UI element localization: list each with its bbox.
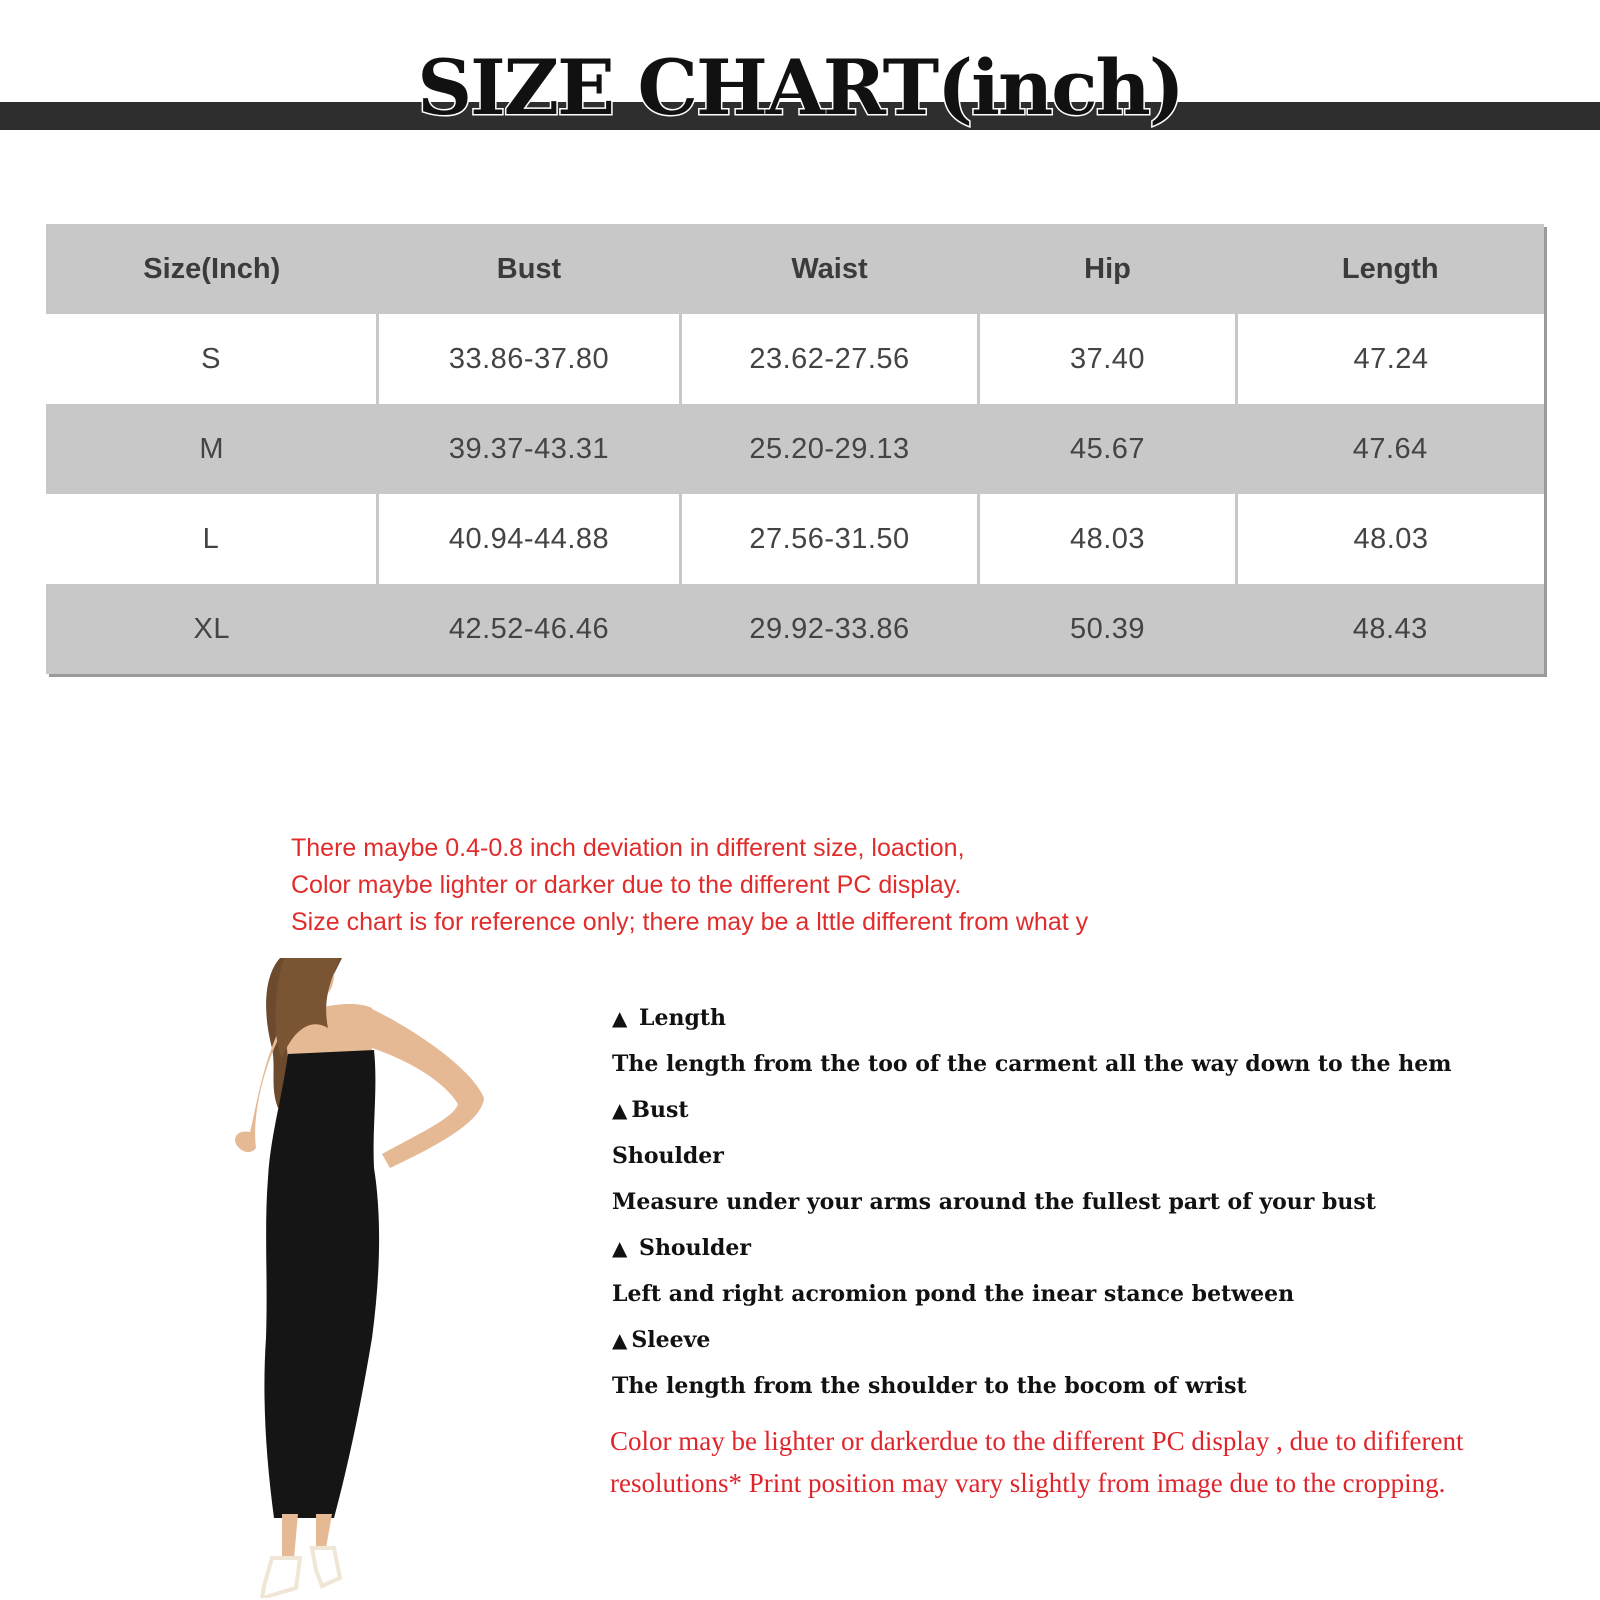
- cell-hip: 48.03: [979, 494, 1237, 584]
- deviation-note: [291, 830, 1151, 941]
- guide-desc-shoulder: Left and right acromion pond the inear stance between: [612, 1281, 1295, 1307]
- table-row: [46, 404, 1544, 494]
- guide-desc-sleeve: The length from the shoulder to the bocom of wrist: [612, 1373, 1247, 1399]
- cell-bust: 42.52-46.46: [448, 612, 610, 645]
- triangle-icon: ▲: [612, 1328, 628, 1352]
- cell-waist: 25.20-29.13: [749, 432, 910, 465]
- column-header-length: Length: [1341, 252, 1439, 285]
- note-line: Size chart is for reference only; there may be a lttle different from what y: [291, 908, 1089, 936]
- cell-waist: 23.62-27.56: [681, 314, 979, 404]
- size-table: [46, 224, 1544, 674]
- page-title: SIZE CHART(inch): [417, 43, 1183, 132]
- guide-heading-bust: ▲ Bust: [612, 1097, 689, 1123]
- cell-waist: 29.92-33.86: [749, 612, 910, 645]
- guide-heading-shoulder: ▲ Shoulder: [612, 1235, 751, 1261]
- arm-right: [370, 1008, 484, 1168]
- cell-size: S: [201, 342, 221, 375]
- dress: [264, 1050, 379, 1518]
- legs: [282, 1514, 332, 1558]
- cell-bust: 39.37-43.31: [448, 432, 610, 465]
- table-header-row: [46, 224, 1544, 314]
- column-header-size: Size(Inch): [143, 252, 281, 285]
- triangle-icon: ▲: [612, 1006, 628, 1030]
- triangle-icon: ▲: [612, 1098, 628, 1122]
- table-row: [46, 494, 1544, 584]
- cell-length: 47.24: [1237, 314, 1545, 404]
- measurement-guide: [612, 995, 1572, 1409]
- cell-hip: 37.40: [979, 314, 1237, 404]
- disclaimer-line: resolutions* Print position may vary slightly from image due to the cropping.: [610, 1468, 1446, 1498]
- guide-label-shoulder: Shoulder: [612, 1143, 724, 1169]
- disclaimer-line: Color may be lighter or darkerdue to the different PC display , due to dififerent: [610, 1426, 1464, 1456]
- cell-bust: 33.86-37.80: [378, 314, 681, 404]
- cell-size: L: [202, 522, 220, 555]
- note-line: Color maybe lighter or darker due to the different PC display.: [291, 871, 962, 899]
- column-header-bust: Bust: [496, 252, 562, 285]
- table-row: [46, 314, 1544, 404]
- cell-length: 48.43: [1352, 612, 1428, 645]
- cell-bust: 40.94-44.88: [378, 494, 681, 584]
- guide-heading-length: ▲ Length: [612, 1005, 727, 1031]
- guide-desc-length: The length from the too of the carment all the way down to the hem: [612, 1051, 1452, 1077]
- cell-length: 47.64: [1352, 432, 1428, 465]
- table-row: [46, 584, 1544, 674]
- triangle-icon: ▲: [612, 1236, 628, 1260]
- note-line: There maybe 0.4-0.8 inch deviation in different size, loaction,: [291, 834, 965, 862]
- cell-length: 48.03: [1237, 494, 1545, 584]
- cell-size: XL: [193, 612, 230, 645]
- cell-waist: 27.56-31.50: [681, 494, 979, 584]
- color-disclaimer: [610, 1420, 1590, 1504]
- model-photo: [222, 958, 502, 1598]
- column-header-waist: Waist: [791, 252, 868, 285]
- cell-hip: 50.39: [1069, 612, 1146, 645]
- guide-desc-bust: Measure under your arms around the fullest part of your bust: [612, 1189, 1376, 1215]
- cell-size: M: [199, 432, 225, 465]
- sandals: [262, 1548, 340, 1598]
- cell-hip: 45.67: [1069, 432, 1146, 465]
- guide-heading-sleeve: ▲ Sleeve: [612, 1327, 711, 1353]
- column-header-hip: Hip: [1084, 252, 1131, 285]
